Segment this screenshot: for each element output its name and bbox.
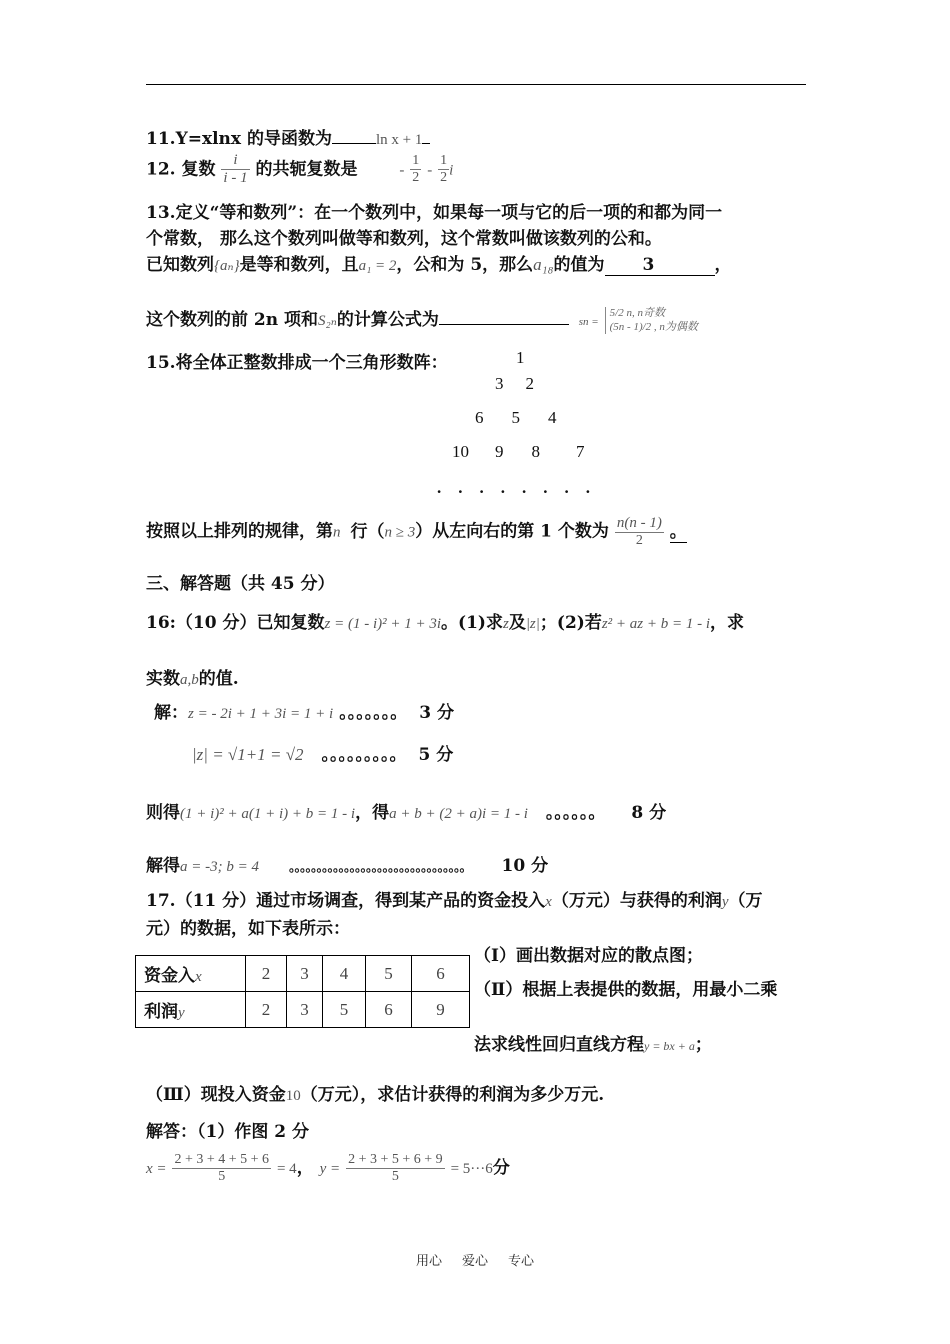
table-cell: 2 [246, 992, 287, 1028]
question-12: 12. 复数 $\frac{i}{i - 1}$ 的共轭复数是 - $\frac{1}{2}$ - $\frac{1}{2}$ i [146, 152, 454, 187]
piecewise-formula: 5/2 n, n奇数 (5n - 1)/2 , n为偶数 [605, 307, 698, 333]
triangle-row-dots: . . . . . . . . [437, 478, 590, 497]
solution-16-step4: 解得a = -3; b = 4 。。。。。。。。。。。。。。。。。。。。。。。。。。。。。。。。 10 分 [146, 856, 549, 876]
solution-16-step3: 则得(1 + i)² + a(1 + i) + b = 1 - i，得a + b + (2 + a)i = 1 - i 。。。。。。 8 分 [146, 803, 667, 823]
fraction: $\frac{n(n - 1)}{2}$ [616, 515, 662, 549]
fraction: $\frac{2 + 3 + 4 + 5 + 6}{5}$ [174, 1152, 270, 1185]
question-17-line1: 17.（11 分）通过市场调查，得到某产品的资金投入x（万元）与获得的利润y（万 [146, 891, 763, 911]
data-table [135, 955, 470, 1028]
question-11: 11.Y=xlnx 的导函数为 ln x + 1 [146, 124, 430, 149]
section-3-title: 三、解答题（共 45 分） [146, 574, 335, 594]
question-13-line3: 已知数列{aₙ}是等和数列，且a₁ = 2，公和为 5，那么a₁₈的值为 3 ， [146, 255, 732, 275]
triangle-row-1: 1 [516, 348, 525, 367]
table-cell: 5 [366, 956, 412, 992]
question-17-part3: （Ⅲ）现投入资金10（万元），求估计获得的利润为多少万元. [146, 1085, 605, 1105]
question-13-line4: 这个数列的前 2n 项和S₂ₙ的计算公式为 sn = 5/2 n, n奇数 (5n - 1)/2 , n为偶数 [146, 307, 698, 333]
triangle-row-4: 10 9 8 7 [452, 442, 585, 461]
fraction: $\frac{1}{2}$ [440, 153, 448, 186]
table-cell: 4 [323, 956, 366, 992]
header-rule [146, 84, 806, 85]
question-13-line1: 13.定义“等和数列”：在一个数列中，如果每一项与它的后一项的和都为同一 [146, 203, 723, 223]
solution-17-intro: 解答：（1）作图 2 分 [146, 1122, 309, 1142]
table-cell: 5 [323, 992, 366, 1028]
question-17-part1: （Ⅰ）画出数据对应的散点图； [474, 946, 703, 966]
table-cell: 3 [287, 992, 323, 1028]
solution-16-step2: |z| = √1+1 = √2 。。。。。。。。。 5 分 [192, 745, 454, 765]
question-13-line2: 个常数， 那么这个数列叫做等和数列，这个常数叫做该数列的公和。 [146, 229, 662, 249]
question-15-rule: 按照以上排列的规律，第n 行（n ≥ 3）从左向右的第 1 个数为 $\frac{n(n - 1)}{2}$ 。 [146, 515, 687, 549]
fraction: $\frac{2 + 3 + 5 + 6 + 9}{5}$ [348, 1152, 443, 1185]
solution-17-means: x = $\frac{2 + 3 + 4 + 5 + 6}{5}$ = 4， y = $\frac{2 + 3 + 5 + 6 + 9}{5}$ = 5···6分 [146, 1152, 510, 1185]
table-cell: 2 [246, 956, 287, 992]
table-cell: 6 [412, 956, 470, 992]
question-17-part2: （Ⅱ）根据上表提供的数据，用最小二乘 [474, 980, 778, 1000]
fraction: $\frac{1}{2}$ [412, 153, 420, 186]
triangle-row-2: 3 2 [495, 374, 534, 393]
triangle-row-3: 6 5 4 [475, 408, 557, 427]
table-cell: 3 [287, 956, 323, 992]
table-cell: 6 [366, 992, 412, 1028]
question-17-part2-cont: 法求线性回归直线方程y = bx + a； [474, 1035, 712, 1055]
table-row [136, 992, 470, 1028]
row-header: 资金入x [136, 956, 246, 992]
question-16-line2: 实数a,b的值. [146, 669, 239, 689]
page-footer: 用心 爱心 专心 [415, 1254, 535, 1269]
question-15-intro: 15.将全体正整数排成一个三角形数阵： [146, 353, 448, 373]
fraction: $\frac{i}{i - 1}$ [223, 152, 248, 187]
question-17-line2: 元）的数据，如下表所示： [146, 919, 350, 939]
table-cell: 9 [412, 992, 470, 1028]
solution-16-step1: 解：z = - 2i + 1 + 3i = 1 + i 。。。。。。。 3 分 [154, 703, 454, 723]
row-header: 利润y [136, 992, 246, 1028]
table-row [136, 956, 470, 992]
question-16-line1: 16:（10 分）已知复数z = (1 - i)² + 1 + 3i。(1)求z及|z|；(2)若z² + az + b = 1 - i，求 [146, 613, 745, 633]
